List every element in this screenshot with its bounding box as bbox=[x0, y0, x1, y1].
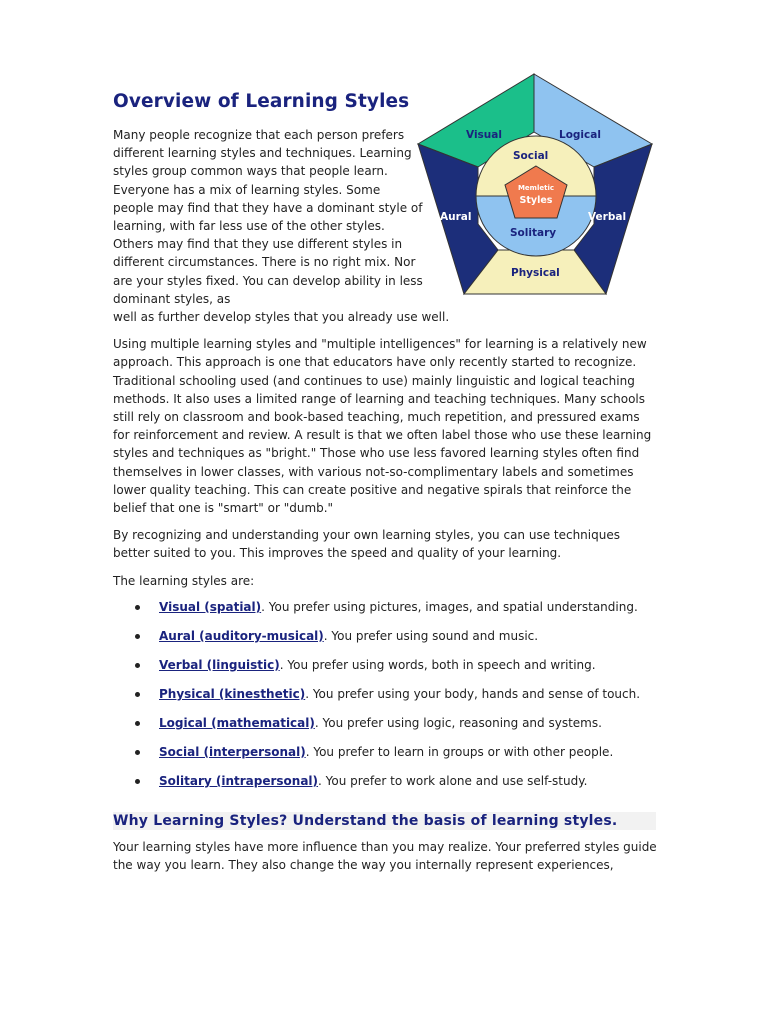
bullet-icon bbox=[135, 750, 140, 755]
style-description: . You prefer using pictures, images, and spatial understanding. bbox=[261, 599, 638, 614]
style-description: . You prefer to learn in groups or with other people. bbox=[305, 744, 614, 759]
style-link-verbal[interactable]: Verbal (linguistic) bbox=[159, 657, 280, 672]
visual-label: Visual bbox=[466, 129, 502, 141]
bullet-icon bbox=[135, 634, 140, 639]
verbal-label: Verbal bbox=[588, 211, 627, 223]
bullet-icon bbox=[135, 605, 140, 610]
center-label-line1: Memletic bbox=[517, 184, 555, 192]
list-item bbox=[133, 743, 658, 761]
style-description: . You prefer using your body, hands and sense of touch. bbox=[305, 686, 641, 701]
list-item bbox=[133, 656, 658, 674]
learning-styles-list bbox=[113, 598, 658, 790]
social-label: Social bbox=[513, 150, 549, 162]
paragraph-list-intro: The learning styles are: bbox=[113, 573, 255, 588]
style-link-social[interactable]: Social (interpersonal) bbox=[159, 744, 306, 759]
solitary-label: Solitary bbox=[510, 227, 557, 239]
style-description: . You prefer to work alone and use self-study. bbox=[318, 773, 588, 788]
list-item bbox=[133, 627, 658, 645]
paragraph-multiple-styles: Using multiple learning styles and "multiple intelligences" for learning is a relatively new approach. This approach is one that educators have only recently started to recognize. Traditional schooling used (and continues to use) mainly linguistic and logical teaching methods. It also uses a limited range of learning and teaching techniques. Many schools still rely on classroom and book-based teaching, much repetition, and pressured exams for reinforcement and review. A result is that we often label those who use these learning styles and techniques as "bright." Those who use less favored learning styles often find themselves in lower classes, with various not-so-complimentary labels and sometimes lower quality teaching. This can create positive and negative spirals that reinforce the belief that one is "smart" or "dumb." bbox=[113, 337, 652, 516]
intro-paragraph bbox=[113, 126, 450, 326]
list-item bbox=[133, 685, 658, 703]
list-item bbox=[133, 598, 658, 616]
paragraph-recognizing: By recognizing and understanding your own learning styles, you can use techniques better suited to you. This improves the speed and quality of your learning. bbox=[113, 528, 620, 561]
logical-label: Logical bbox=[559, 129, 601, 141]
intro-last-line: well as further develop styles that you already use well. bbox=[113, 310, 450, 325]
style-link-physical[interactable]: Physical (kinesthetic) bbox=[159, 686, 306, 701]
style-description: . You prefer using words, both in speech and writing. bbox=[279, 657, 596, 672]
list-item bbox=[133, 714, 658, 732]
center-label-line2: Styles bbox=[519, 195, 553, 206]
page-title: Overview of Learning Styles bbox=[113, 91, 410, 112]
bullet-icon bbox=[135, 663, 140, 668]
style-link-visual[interactable]: Visual (spatial) bbox=[159, 599, 262, 614]
style-link-solitary[interactable]: Solitary (intrapersonal) bbox=[159, 773, 319, 788]
style-description: . You prefer using logic, reasoning and systems. bbox=[314, 715, 602, 730]
list-item bbox=[133, 772, 658, 790]
style-description: . You prefer using sound and music. bbox=[323, 628, 539, 643]
section-heading-why-learning-styles: Why Learning Styles? Understand the basis of learning styles. bbox=[113, 812, 656, 830]
style-link-logical[interactable]: Logical (mathematical) bbox=[159, 715, 315, 730]
bullet-icon bbox=[135, 692, 140, 697]
aural-label: Aural bbox=[440, 211, 472, 223]
physical-label: Physical bbox=[511, 267, 560, 279]
intro-text: Many people recognize that each person prefers different learning styles and techniques. Learning styles group common ways that people learn. Everyone has a mix of learning styles. Some people may find that they have a dominant style of learning, with far less use of the other styles. Others may find that they use different styles in different circumstances. There is no right mix. Nor are your styles fixed. You can develop ability in less dominant styles, as bbox=[113, 128, 423, 306]
learning-styles-pentagon-diagram bbox=[416, 72, 660, 298]
paragraph-influence: Your learning styles have more influence than you may realize. Your preferred styles guide the way you learn. They also change the way you internally represent experiences, bbox=[113, 839, 657, 873]
intro-section bbox=[113, 126, 658, 326]
document-page bbox=[113, 88, 658, 874]
bullet-icon bbox=[135, 721, 140, 726]
style-link-aural[interactable]: Aural (auditory-musical) bbox=[159, 628, 324, 643]
bullet-icon bbox=[135, 779, 140, 784]
